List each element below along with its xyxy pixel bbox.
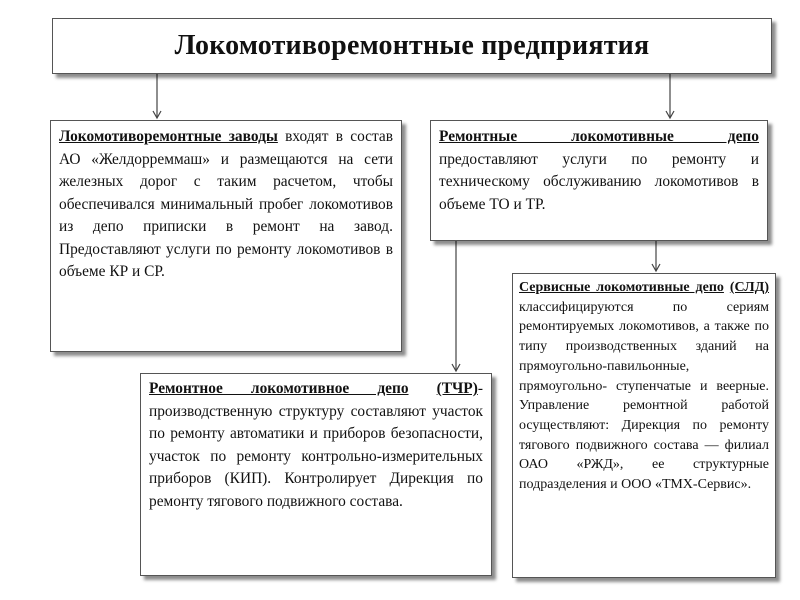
box-repair-depots-body: предоставляют услуги по ремонту и техническому обслуживанию локомотивов в объеме ТО и ТР.: [439, 150, 759, 213]
box-service-depots-heading: Сервисные локомотивные депо: [519, 280, 724, 295]
box-service-depots-body: классифицируются по сериям ремонтируемых локомотивов, а также по типу производственных зданий на прямоугольно-павильонные, прямоугольно- ступенчатые и веерные. Управление ремонтной работой осуществляют: Дирекция по ремонту тягового подвижного состава — филиал ОАО «РЖД», ее структурные подразделения и ООО «ТМХ-Сервис».: [519, 299, 769, 493]
box-repair-plants: [50, 120, 402, 352]
box-service-depots-abbr: (СЛД): [729, 280, 770, 295]
diagram-title: Локомотиворемонтные предприятия: [174, 30, 650, 61]
box-repair-plants-body: входят в состав АО «Желдорреммаш» и размещаются на сети железных дорог с таким расчетом, чтобы обеспечивался минимальный пробег локомотивов из депо приписки в ремонт на завод. Предоставляют услуги по ремонту локомотивов в объеме КР и СР.: [59, 128, 393, 280]
box-tchr-depot-body: -производственную структуру составляют участок по ремонту автоматики и приборов безопасности, участок по ремонту контрольно-измерительных приборов (КИП). Контролирует Дирекция по ремонту тягового подвижного состава.: [149, 380, 483, 510]
box-tchr-depot: [140, 373, 492, 576]
box-tchr-depot-heading: Ремонтное локомотивное депо: [149, 380, 409, 397]
box-repair-plants-heading: Локомотиворемонтные заводы: [59, 128, 278, 145]
box-tchr-depot-abbr: (ТЧР): [436, 380, 478, 397]
box-repair-depots: [430, 120, 768, 241]
box-service-depots: [512, 273, 776, 578]
box-repair-depots-heading: Ремонтные локомотивные депо: [439, 128, 759, 145]
title-box: [52, 18, 772, 74]
